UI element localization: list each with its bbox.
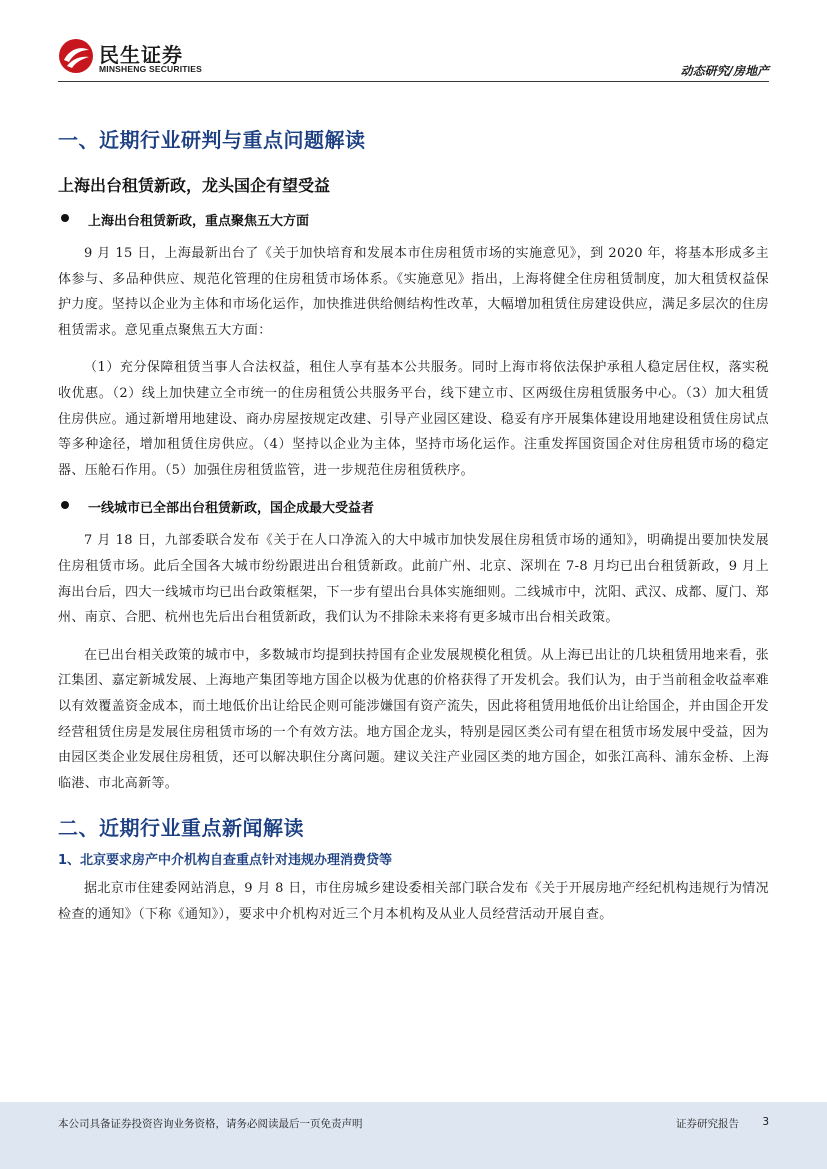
- footer-disclaimer: 本公司具备证券投资咨询业务资格，请务必阅读最后一页免责声明: [58, 1118, 363, 1130]
- logo-english-name: MINSHENG SECURITIES: [99, 64, 202, 74]
- bullet-heading-1-text: 上海出台租赁新政，重点聚焦五大方面: [88, 214, 310, 229]
- paragraph: 据北京市住建委网站消息，9 月 8 日，市住房城乡建设委相关部门联合发布《关于开展房地产经纪机构违规行为情况检查的通知》（下称《通知》），要求中介机构对近三个月本机构及从业人员经营活动开展自查。: [58, 881, 769, 922]
- section-2-title: 二、近期行业重点新闻解读: [58, 816, 304, 841]
- report-category: 动态研究/房地产: [680, 64, 769, 78]
- page-footer: [0, 1102, 827, 1169]
- company-logo: [58, 38, 208, 80]
- logo-chinese-name: 民生证券: [99, 43, 183, 67]
- bullet-heading-2: [58, 497, 769, 516]
- minsheng-logo-mark-icon: [58, 38, 94, 74]
- section-1-title: 一、近期行业研判与重点问题解读: [58, 128, 366, 152]
- page-number: 3: [762, 1116, 769, 1128]
- report-body: [58, 116, 769, 927]
- paragraph: 在已出台相关政策的城市中，多数城市均提到扶持国有企业发展规模化租赁。从上海已出让的几块租赁用地来看，张江集团、嘉定新城发展、上海地产集团等地方国企以极为优惠的价格获得了开发机会。我们认为，由于当前租金收益率难以有效覆盖资金成本，而土地低价出让给民企则可能涉嫌国有资产流失，因此将租赁用地低价出让给国企，并由国企开发经营租赁住房是发展住房租赁市场的一个有效方法。地方国企龙头，特别是园区类公司有望在租赁市场发展中受益，因为由园区类企业发展住房租赁，还可以解决职住分离问题。建议关注产业园区类的地方国企，如张江高科、浦东金桥、上海临港、市北高新等。: [58, 647, 769, 791]
- section-1-subtitle: 上海出台租赁新政，龙头国企有望受益: [58, 176, 331, 195]
- news-item-1-title: 1、北京要求房产中介机构自查重点针对违规办理消费贷等: [58, 853, 393, 869]
- bullet-dot-icon: [61, 214, 69, 222]
- bullet-heading-1: [58, 210, 769, 229]
- paragraph: 7 月 18 日，九部委联合发布《关于在人口净流入的大中城市加快发展住房租赁市场的通知》，明确提出要加快发展住房租赁市场。此后全国各大城市纷纷跟进出台租赁新政。此前广州、北京、深圳在 7-8 月均已出台租赁新政，9 月上海出台后，四大一线城市均已出台政策框架，下一步有望出台具体实施细则。二线城市中，沈阳、武汉、成都、厦门、郑州、南京、合肥、杭州也先后出台租赁新政，我们认为不排除未来将有更多城市出台相关政策。: [58, 533, 769, 626]
- paragraph: （1）充分保障租赁当事人合法权益，租住人享有基本公共服务。同时上海市将依法保护承租人稳定居住权，落实税收优惠。（2）线上加快建立全市统一的住房租赁公共服务平台，线下建立市、区两级住房租赁服务中心。（3）加大租赁住房供应。通过新增用地建设、商办房屋按规定改建、引导产业园区建设、稳妥有序开展集体建设用地建设租赁住房试点等多种途径，增加租赁住房供应。（4）坚持以企业为主体，坚持市场化运作。注重发挥国资国企对住房租赁市场的稳定器、压舱石作用。（5）加强住房租赁监管，进一步规范住房租赁秩序。: [58, 360, 769, 478]
- header-divider: [58, 81, 769, 82]
- bullet-heading-2-text: 一线城市已全部出台租赁新政，国企成最大受益者: [88, 501, 375, 517]
- paragraph: 9 月 15 日，上海最新出台了《关于加快培育和发展本市住房租赁市场的实施意见》，到 2020 年，将基本形成多主体参与、多品种供应、规范化管理的住房租赁市场体系。《实施意见》指出，上海将健全住房租赁制度，加大租赁权益保护力度。坚持以企业为主体和市场化运作，加快推进供给侧结构性改革，大幅增加租赁住房建设供应，满足多层次的住房租赁需求。意见重点聚焦五大方面：: [58, 246, 769, 338]
- footer-report-type: 证券研究报告: [676, 1118, 739, 1130]
- bullet-dot-icon: [61, 501, 69, 509]
- page-header: [0, 0, 827, 88]
